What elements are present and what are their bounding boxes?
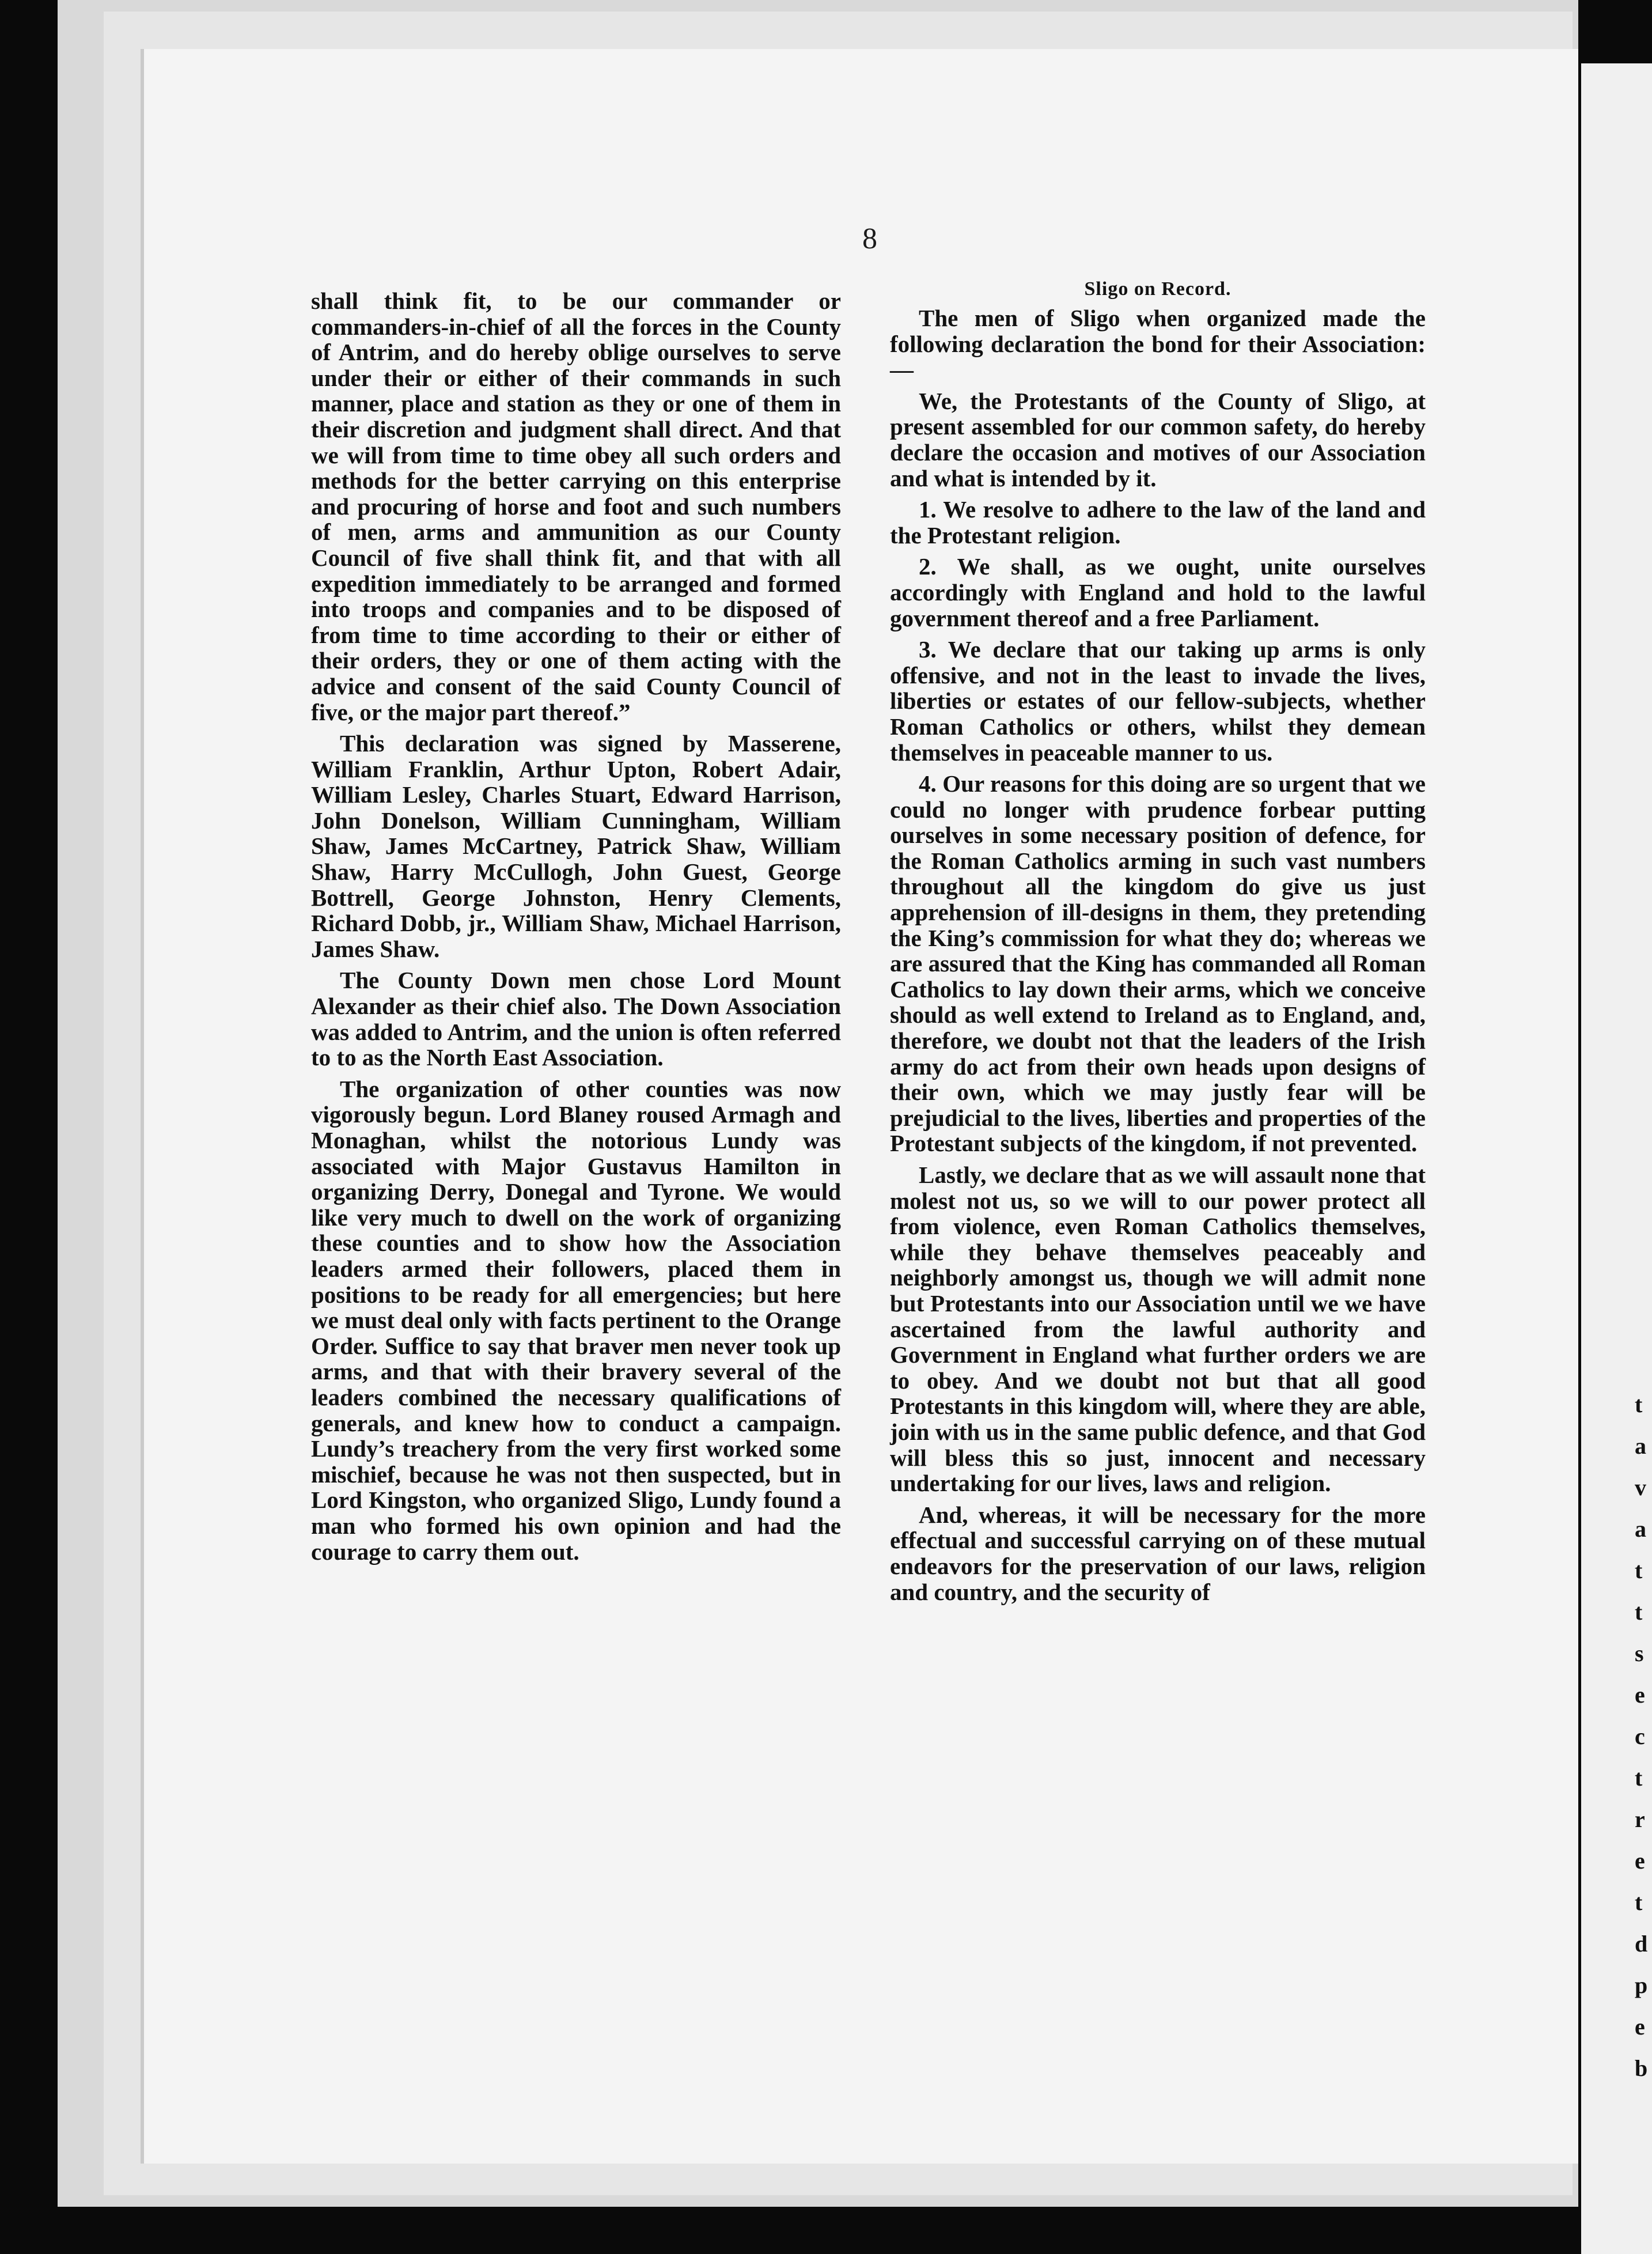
paragraph: 1. We resolve to adhere to the law of the land and the Protestant religion. [890, 496, 1426, 549]
adjacent-page-letter: s [1635, 1640, 1644, 1666]
paragraph: The men of Sligo when organized made the following declaration the bond for their Association:— [890, 305, 1426, 383]
paragraph: And, whereas, it will be necessary for the more effectual and successful carrying on of these mutual endeavors for the preservation of our laws, religion and country, and the security of [890, 1501, 1426, 1605]
adjacent-page-letter: a [1635, 1433, 1646, 1459]
adjacent-page-letter: p [1635, 1972, 1648, 1998]
adjacent-page-letter: t [1635, 1765, 1643, 1791]
paragraph: 2. We shall, as we ought, unite ourselves accordingly with England and hold to the lawful government thereof and a free Parliament. [890, 553, 1426, 631]
adjacent-page-letter: t [1635, 1599, 1643, 1625]
paragraph: 4. Our reasons for this doing are so urgent that we could no longer with prudence forbear putting ourselves in some necessary position of defence, for the Roman Catholics arming in such vast numbers throughout all the kingdom do give us just apprehension of ill-designs in them, they pretending the King’s commission for what they do; whereas we are assured that the King has commanded all Roman Catholics to lay down their arms, which we conceive should as well extend to Ireland as to England, and, therefore, we doubt not that the leaders of the Irish army do act from their own heads upon designs of their own, which we may justly fear will be prejudicial to the lives, liberties and properties of the Protestant subjects of the kingdom, if not prevented. [890, 770, 1426, 1157]
adjacent-page-letter: v [1635, 1474, 1646, 1500]
adjacent-page-letter: e [1635, 2014, 1645, 2040]
paragraph: This declaration was signed by Masserene, William Franklin, Arthur Upton, Robert Adair, William Lesley, Charles Stuart, Edward Harrison, John Donelson, William Cunningham, William Shaw, James McCartney, Patrick Shaw, William Shaw, Harry McCullogh, John Guest, George Bottrell, George Johnston, Henry Clements, Richard Dobb, jr., William Shaw, Michael Harrison, James Shaw. [311, 730, 841, 962]
right-text-column [890, 278, 1426, 1610]
paragraph: shall think fit, to be our commander or commanders-in-chief of all the forces in the County of Antrim, and do hereby oblige ourselves to serve under their or either of their commands in such manner, place and station as they or one of them in their discretion and judgment shall direct. And that we will from time to time obey all such orders and methods for the better carrying on this enterprise and procuring of horse and foot and such numbers of men, arms and ammunition as our County Council of five shall think fit, and that with all expedition immediately to be arranged and formed into troops and companies and to be disposed of from time to time according to their or either of their orders, they or one of them acting with the advice and consent of the said County Council of five, or the major part thereof.” [311, 288, 841, 725]
adjacent-page-letter: a [1635, 1516, 1646, 1542]
paragraph: The County Down men chose Lord Mount Alexander as their chief also. The Down Association was added to Antrim, and the union is often referred to to as the North East Association. [311, 967, 841, 1071]
left-text-column [311, 288, 841, 1570]
adjacent-page-letter: d [1635, 1931, 1648, 1957]
paragraph: The organization of other counties was now vigorously begun. Lord Blaney roused Armagh and Monaghan, whilst the notorious Lundy was associated with Major Gustavus Hamilton in organizing Derry, Donegal and Tyrone. We would like very much to dwell on the work of organizing these counties and to show how the Association leaders armed their followers, placed them in positions to be ready for all emergencies; but here we must deal only with facts pertinent to the Orange Order. Suffice to say that braver men never took up arms, and that with their bravery several of the leaders combined the necessary qualifications of generals, and knew how to conduct a campaign. Lundy’s treachery from the very first worked some mischief, because he was not then suspected, but in Lord Kingston, who organized Sligo, Lundy found a man who formed his own opinion and had the courage to carry them out. [311, 1075, 841, 1565]
paragraph: We, the Protestants of the County of Sligo, at present assembled for our common safety, do hereby declare the occasion and motives of our Association and what is intended by it. [890, 387, 1426, 491]
paragraph: Lastly, we declare that as we will assault none that molest not us, so we will to our power protect all from violence, even Roman Catholics themselves, while they behave themselves peaceably and neighborly amongst us, though we will admit none but Protestants into our Association until we we have ascertained from the lawful authority and Government in England what further orders we are to obey. And we doubt not but that all good Protestants in this kingdom will, where they are able, join with us in the same public defence, and that God will bless this so just, innocent and necessary undertaking for our lives, laws and religion. [890, 1162, 1426, 1497]
adjacent-page-letter: r [1635, 1806, 1645, 1832]
page-number: 8 [862, 222, 877, 255]
adjacent-page-letter: c [1635, 1723, 1645, 1749]
adjacent-page-letter: t [1635, 1391, 1643, 1417]
adjacent-page-letter: e [1635, 1848, 1645, 1874]
paragraph: 3. We declare that our taking up arms is only offensive, and not in the least to invade the lives, liberties or estates of our fellow-subjects, whether Roman Catholics or others, whilst they demean themselves in peaceable manner to us. [890, 636, 1426, 766]
section-heading: Sligo on Record. [1084, 278, 1232, 300]
adjacent-page-letter: e [1635, 1682, 1645, 1708]
adjacent-page-letter: t [1635, 1557, 1643, 1583]
adjacent-page-letter: b [1635, 2055, 1648, 2081]
adjacent-page-strip [1581, 63, 1652, 2254]
adjacent-page-letter: t [1635, 1889, 1643, 1915]
